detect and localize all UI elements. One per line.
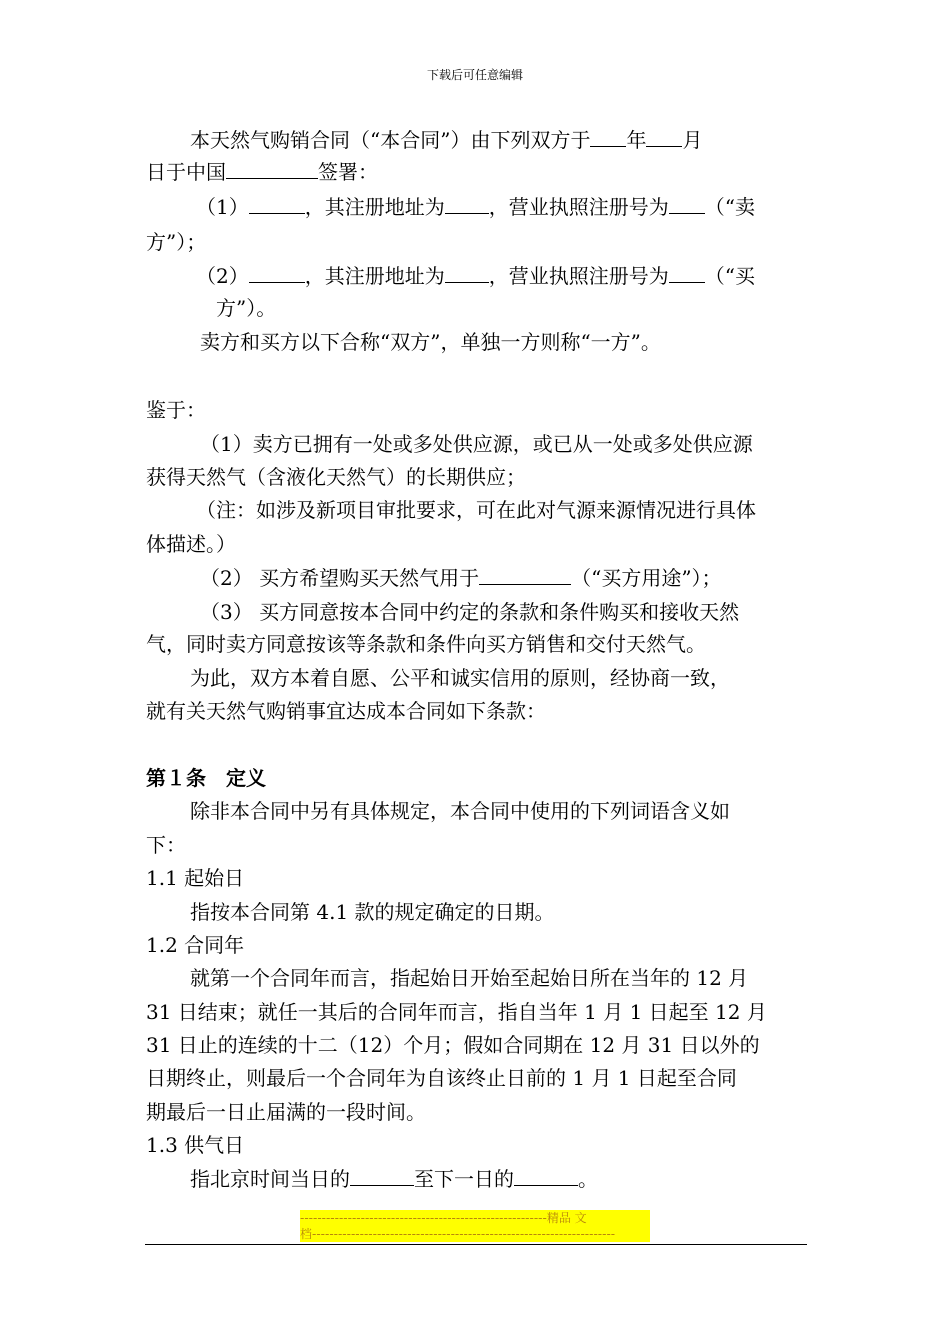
paragraph-line: 本天然气购销合同（“本合同”）由下列双方于 年 月 <box>190 128 703 152</box>
footer-line-1: ---------------------------------------------------------精品 文 <box>300 1211 587 1225</box>
footer-watermark <box>300 1210 650 1242</box>
blank-field[interactable] <box>514 1165 578 1186</box>
paragraph-line: 方”）； <box>146 230 207 254</box>
blank-field[interactable] <box>350 1165 414 1186</box>
section-label: 鉴于： <box>146 398 206 422</box>
blank-field[interactable] <box>479 564 571 585</box>
paragraph-line: 体描述。） <box>146 532 236 556</box>
clause-title: 1.3 供气日 <box>146 1133 245 1157</box>
article-heading: 第１条 定义 <box>146 766 266 790</box>
paragraph-line: （注：如涉及新项目审批要求，可在此对气源来源情况进行具体 <box>196 498 756 522</box>
blank-field[interactable] <box>445 193 489 214</box>
paragraph-line: 方”）。 <box>216 296 277 320</box>
paragraph-line: 日于中国 签署： <box>146 160 378 184</box>
blank-field[interactable] <box>249 262 305 283</box>
paragraph-line: （1） ，其注册地址为 ，营业执照注册号为 （“卖 <box>196 195 755 219</box>
paragraph-line: 为此，双方本着自愿、公平和诚实信用的原则，经协商一致， <box>190 666 730 690</box>
blank-field[interactable] <box>445 262 489 283</box>
clause-title: 1.2 合同年 <box>146 933 245 957</box>
paragraph-line: 指按本合同第 4.1 款的规定确定的日期。 <box>190 900 555 924</box>
blank-field[interactable] <box>669 193 705 214</box>
paragraph-line: 指北京时间当日的 至下一日的 。 <box>190 1167 598 1191</box>
blank-field[interactable] <box>249 193 305 214</box>
blank-field[interactable] <box>669 262 705 283</box>
footer-line-2: 档---------------------------------------------------------------------- <box>300 1227 616 1241</box>
paragraph-line: 卖方和买方以下合称“双方”，单独一方则称“一方”。 <box>200 330 661 354</box>
clause-title: 1.1 起始日 <box>146 866 245 890</box>
paragraph-line: 气，同时卖方同意按该等条款和条件向买方销售和交付天然气。 <box>146 632 706 656</box>
paragraph-line: 31 日结束；就任一其后的合同年而言，指自当年 1 月 1 日起至 12 月 <box>146 1000 767 1024</box>
paragraph-line: （1）卖方已拥有一处或多处供应源，或已从一处或多处供应源 <box>200 432 753 456</box>
paragraph-line: 除非本合同中另有具体规定，本合同中使用的下列词语含义如 <box>190 799 730 823</box>
paragraph-line: 日期终止，则最后一个合同年为自该终止日前的 1 月 1 日起至合同 <box>146 1066 737 1090</box>
paragraph-line: 就有关天然气购销事宜达成本合同如下条款： <box>146 699 546 723</box>
paragraph-line: （3） 买方同意按本合同中约定的条款和条件购买和接收天然 <box>200 600 740 624</box>
paragraph-line: 下： <box>146 833 186 857</box>
paragraph-line: （2） ，其注册地址为 ，营业执照注册号为 （“买 <box>196 264 755 288</box>
blank-field[interactable] <box>226 158 318 179</box>
paragraph-line: 期最后一日止届满的一段时间。 <box>146 1100 426 1124</box>
blank-field[interactable] <box>646 126 682 147</box>
page-header: 下载后可任意编辑 <box>426 68 523 82</box>
paragraph-line: 获得天然气（含液化天然气）的长期供应； <box>146 465 526 489</box>
paragraph-line: 31 日止的连续的十二（12）个月；假如合同期在 12 月 31 日以外的 <box>146 1033 760 1057</box>
paragraph-line: （2） 买方希望购买天然气用于 （“买方用途”）； <box>200 566 722 590</box>
blank-field[interactable] <box>590 126 626 147</box>
footer-rule <box>145 1244 807 1245</box>
paragraph-line: 就第一个合同年而言，指起始日开始至起始日所在当年的 12 月 <box>190 966 749 990</box>
